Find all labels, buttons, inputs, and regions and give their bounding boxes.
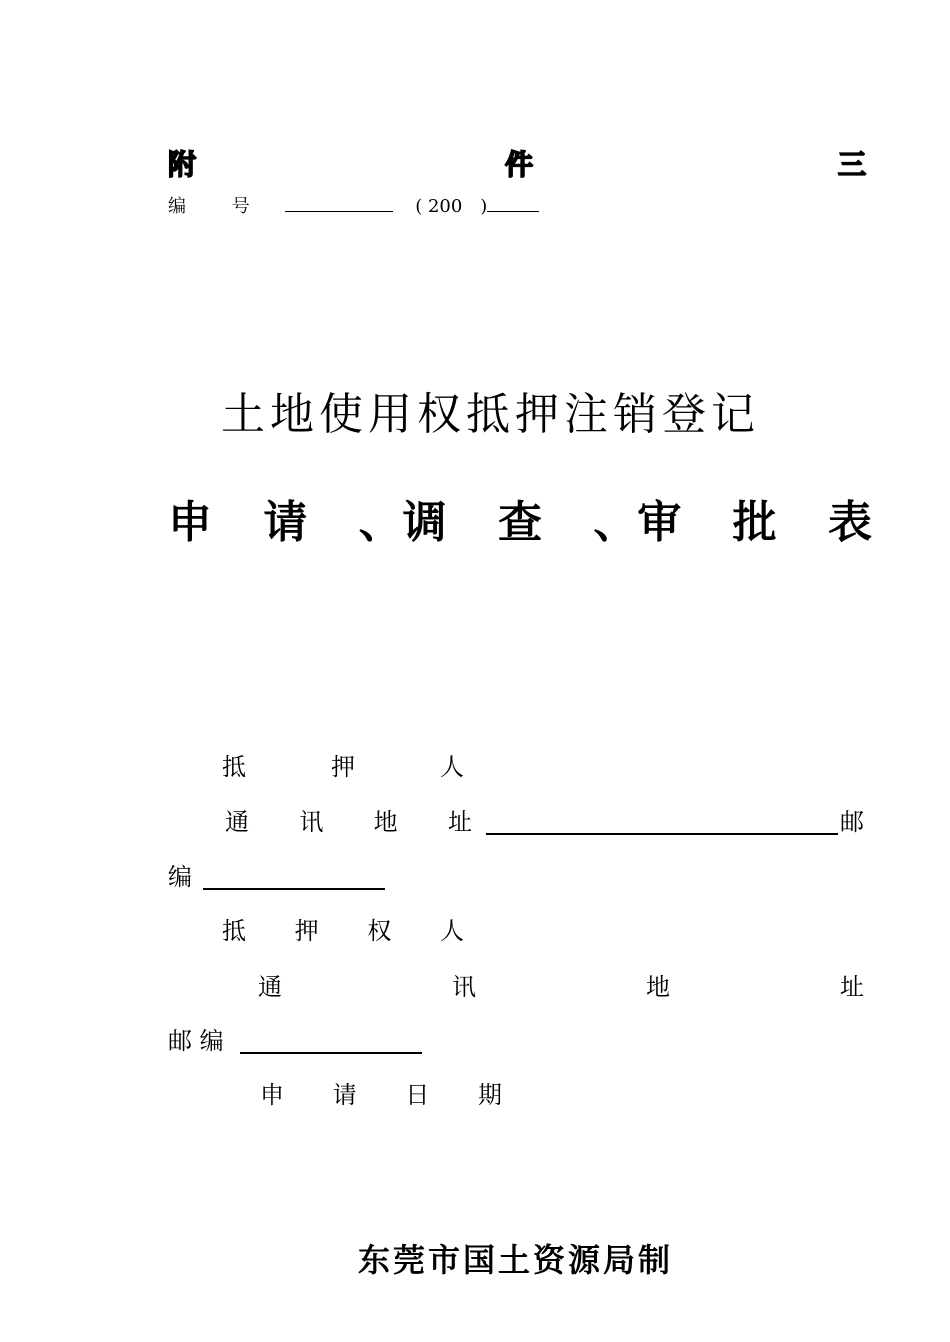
label-char: 申 [260, 1081, 284, 1109]
attachment-char-fu: 附 [168, 148, 197, 181]
label-char: 抵 [222, 753, 246, 781]
label-char: 讯 [452, 973, 476, 1001]
postcode-suffix-label: 邮 [840, 808, 864, 836]
title-char: 批 [732, 497, 777, 548]
label-char: 押 [294, 917, 319, 945]
label-char: 请 [332, 1081, 357, 1109]
mortgagor-address-label [225, 805, 472, 839]
label-char: 权 [367, 917, 392, 945]
mortgagor-label [222, 750, 464, 784]
attachment-char-jian: 件 [505, 148, 534, 181]
mortgagee-address-label [258, 970, 864, 1004]
serial-year: ( 200 ) [415, 196, 488, 217]
label-char: 人 [440, 753, 464, 781]
issuing-authority: 东莞市国土资源局制 [358, 1241, 674, 1279]
mortgagee-postcode-label: 邮 编 [168, 1027, 224, 1055]
title-char: 请 [263, 497, 308, 548]
serial-suffix-blank[interactable] [487, 193, 539, 212]
label-char: 址 [840, 973, 864, 1001]
label-char: 讯 [299, 808, 324, 836]
serial-number-row [168, 193, 539, 220]
title-char: 、调 [358, 497, 447, 548]
mortgagor-postcode-label: 编 [168, 863, 192, 891]
mortgagee-label [222, 914, 464, 948]
label-char: 通 [225, 808, 249, 836]
mortgagor-postcode-field[interactable] [203, 860, 385, 890]
label-char: 押 [331, 753, 355, 781]
label-char: 人 [439, 917, 464, 945]
apply-date-label [260, 1078, 502, 1112]
title-char: 、审 [593, 497, 682, 548]
label-char: 地 [646, 973, 670, 1001]
label-char: 地 [373, 808, 398, 836]
title-char: 查 [497, 497, 542, 548]
attachment-number: 三 [838, 148, 867, 181]
mortgagor-address-field[interactable] [486, 805, 838, 835]
title-char: 申 [168, 497, 212, 548]
serial-blank[interactable] [285, 193, 393, 212]
form-title-line2 [168, 493, 872, 553]
title-char: 表 [827, 497, 872, 548]
label-char: 通 [258, 973, 282, 1001]
mortgagee-postcode-field[interactable] [240, 1024, 422, 1054]
label-char: 期 [477, 1081, 502, 1109]
form-title-line1: 土地使用权抵押注销登记 [221, 389, 760, 440]
label-char: 日 [405, 1081, 430, 1109]
label-char: 址 [447, 808, 472, 836]
serial-label: 编 号 [168, 196, 270, 217]
label-char: 抵 [222, 917, 246, 945]
